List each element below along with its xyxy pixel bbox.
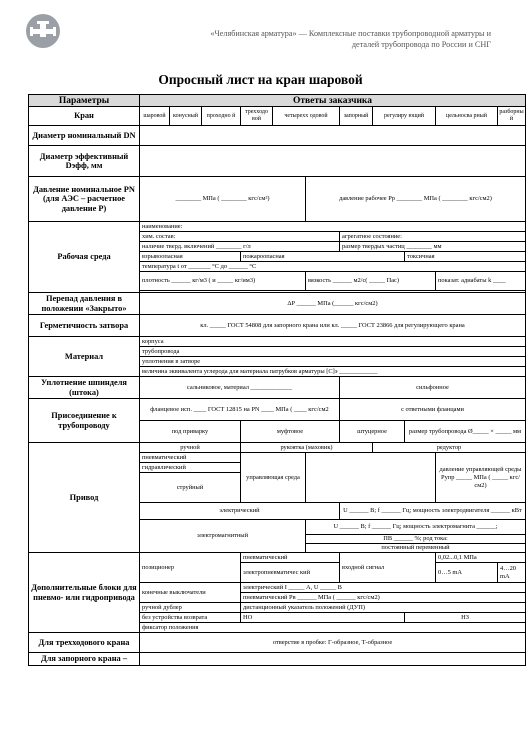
- row-valve-type: [29, 107, 526, 126]
- drive-gear[interactable]: редуктор: [373, 443, 526, 453]
- medium-chem[interactable]: хим. состав:: [140, 232, 340, 242]
- row-shutoff: [29, 653, 526, 666]
- drive-em-params-1[interactable]: U ______ В; f ______ Гц; мощность электромагнита ______;: [306, 520, 526, 535]
- extra-signal-1[interactable]: 0,02...0,1 МПа: [436, 553, 526, 563]
- extra-no-return[interactable]: без устройства возврата: [140, 613, 241, 623]
- connection-counter-flanges[interactable]: с ответными фланцами: [340, 399, 526, 421]
- connection-pin[interactable]: штуцерное: [340, 421, 405, 443]
- drive-blank[interactable]: [306, 453, 436, 503]
- connection-weld[interactable]: под приварку: [140, 421, 241, 443]
- row-drive-manual: [29, 443, 526, 453]
- connection-coupling[interactable]: муфтовое: [241, 421, 340, 443]
- medium-toxic[interactable]: токсичная: [405, 252, 526, 262]
- table-header-row: [29, 95, 526, 107]
- label-medium: Рабочая среда: [29, 222, 140, 293]
- drive-electric[interactable]: электрический: [140, 503, 340, 520]
- medium-adiabatic[interactable]: показат. адиабаты k ____: [436, 272, 526, 291]
- column-header-params: Параметры: [29, 95, 140, 107]
- label-material: Материал: [29, 337, 140, 377]
- label-shutoff: Для запорного крана –: [29, 653, 140, 666]
- medium-particles[interactable]: размер твердых частиц ________ мм: [340, 242, 526, 252]
- medium-density[interactable]: плотность ______ кг/м3 ( и _____ кг/им3): [140, 272, 306, 291]
- label-dn: Диаметр номинальный DN: [29, 126, 140, 146]
- drive-jet[interactable]: струйный: [140, 473, 241, 503]
- valve-icon: [26, 14, 60, 48]
- valve-type-control[interactable]: регулиру ющий: [373, 107, 436, 126]
- row-extra-pneum: [29, 553, 526, 563]
- valve-type-four-way[interactable]: четырехх одовой: [273, 107, 340, 126]
- company-tagline: [161, 28, 491, 50]
- row-tightness: [29, 315, 526, 337]
- row-connection-flange: [29, 399, 526, 421]
- drive-electric-params[interactable]: U ______ В; f ______ Гц; мощность электродвигателя ______ кВт: [340, 503, 526, 520]
- valve-type-shutoff[interactable]: запорный: [340, 107, 373, 126]
- label-tightness: Герметичность затвора: [29, 315, 140, 337]
- row-dp: [29, 293, 526, 315]
- extra-signal-3[interactable]: 4…20 mA: [498, 563, 526, 583]
- drive-manual[interactable]: ручной: [140, 443, 241, 453]
- drive-electromagnetic[interactable]: электромагнитный: [140, 520, 306, 553]
- label-pn: Давление номинальное PN (для АЭС – расчетное давление P): [29, 177, 140, 222]
- row-stem-seal: [29, 377, 526, 399]
- row-material-body: [29, 337, 526, 347]
- answer-dn[interactable]: [140, 126, 526, 146]
- medium-viscosity[interactable]: вязкость ______ м2/с( _____ Пас): [306, 272, 436, 291]
- extra-electropneumatic[interactable]: электропневматичес кий: [241, 563, 340, 583]
- medium-explosive[interactable]: взрывоопасная: [140, 252, 241, 262]
- tagline-line-2: деталей трубопровода по России и СНГ: [351, 40, 491, 49]
- medium-aggregate[interactable]: агрегатное состояние:: [340, 232, 526, 242]
- answer-shutoff[interactable]: [140, 653, 526, 666]
- drive-handle[interactable]: рукоятка (маховик): [241, 443, 373, 453]
- valve-type-welded[interactable]: цельносва рный: [436, 107, 498, 126]
- label-valve: Кран: [29, 107, 140, 126]
- stem-bellows[interactable]: сильфонное: [340, 377, 526, 399]
- answer-dp[interactable]: ΔР ______ МПа (______ кгс/см2): [140, 293, 526, 315]
- drive-control-pressure[interactable]: давление управляющей среды Рупр _____ МПа ( _____ кгс/см2): [436, 453, 526, 503]
- label-drive: Привод: [29, 443, 140, 553]
- extra-positioner[interactable]: позиционер: [140, 553, 241, 583]
- extra-pneumatic[interactable]: пневматический: [241, 553, 340, 563]
- connection-flange[interactable]: фланцевое исп. ____ ГОСТ 12815 на PN ____ МПа ( ____ кгс/см2: [140, 399, 340, 421]
- drive-em-params-3[interactable]: постоянный переменный: [306, 544, 526, 553]
- row-three-way: [29, 633, 526, 653]
- valve-type-straight[interactable]: проходно й: [202, 107, 241, 126]
- answer-tightness[interactable]: кл. _____ ГОСТ 54808 для запорного крана или кл. _____ ГОСТ 23866 для регулирующего крана: [140, 315, 526, 337]
- extra-normally-closed[interactable]: НЗ: [405, 613, 526, 623]
- stem-packing[interactable]: сальниковое, материал _____________: [140, 377, 340, 399]
- medium-solids[interactable]: наличие тверд. включений ________ г/л: [140, 242, 340, 252]
- row-dn: [29, 126, 526, 146]
- drive-em-params-2[interactable]: ПВ ______ %; род тока:: [306, 535, 526, 544]
- drive-control-medium[interactable]: управляющая среда: [241, 453, 306, 503]
- extra-input-signal[interactable]: входной сигнал: [340, 553, 436, 583]
- valve-type-conical[interactable]: конусный: [170, 107, 202, 126]
- extra-normally-open[interactable]: НО: [241, 613, 405, 623]
- valve-type-three-way[interactable]: трехходо вой: [241, 107, 273, 126]
- extra-signal-2[interactable]: 0…5 mA: [436, 563, 498, 583]
- row-pressure: [29, 177, 526, 222]
- page-title: Опросный лист на кран шаровой: [158, 72, 363, 87]
- connection-pipe-size[interactable]: размер трубопровода Ø_____ × _____ мм: [405, 421, 526, 443]
- label-stem-seal: Уплотнение шпинделя (штока): [29, 377, 140, 399]
- label-three-way: Для трехходового крана: [29, 633, 140, 653]
- medium-fire-hazard[interactable]: пожароопасная: [241, 252, 405, 262]
- answer-plug-hole[interactable]: отверстие в пробке: Г-образное, Т-образное: [140, 633, 526, 653]
- drive-pneumatic[interactable]: пневматический: [140, 453, 241, 463]
- material-carbon[interactable]: величина эквивалента углерода для материала патрубков арматуры [С]э ____________: [140, 367, 526, 377]
- row-medium-name: [29, 222, 526, 232]
- material-pipe[interactable]: трубопровода: [140, 347, 526, 357]
- questionnaire-table: [28, 94, 526, 666]
- page-header: [0, 0, 521, 60]
- extra-position-indicator[interactable]: дистанционный указатель положений (ДУП): [241, 603, 526, 613]
- label-connection: Присоединение к трубопроводу: [29, 399, 140, 443]
- label-deff: Диаметр эффективный Dэфф, мм: [29, 146, 140, 177]
- label-extra-blocks: Дополнительные блоки для пневмо- или гидропривода: [29, 553, 140, 633]
- row-deff: [29, 146, 526, 177]
- extra-limit-switches[interactable]: конечные выключатели: [140, 583, 241, 603]
- extra-limit-electric[interactable]: электрический I _____ А, U _____ В: [241, 583, 526, 593]
- answer-working-pressure[interactable]: давление рабочее Рр ________ МПа ( ________ кгс/см2): [306, 177, 526, 222]
- extra-limit-pneumatic[interactable]: пневматический Рв ______ МПа ( ______ кгс/см2): [241, 593, 526, 603]
- valve-type-demountable[interactable]: разборны й: [498, 107, 526, 126]
- column-header-answers: Ответы заказчика: [140, 95, 526, 107]
- tagline-line-1: «Челябинская арматура» — Комплексные поставки трубопроводной арматуры и: [210, 29, 491, 38]
- medium-name[interactable]: наименование:: [140, 222, 526, 232]
- material-seal[interactable]: уплотнения в затворе: [140, 357, 526, 367]
- material-body[interactable]: корпуса: [140, 337, 526, 347]
- drive-hydraulic[interactable]: гидравлический: [140, 463, 241, 473]
- valve-type-ball[interactable]: шаровой: [140, 107, 170, 126]
- medium-temperature[interactable]: температура t от _______ °С до ______ °С: [140, 262, 526, 272]
- extra-position-lock[interactable]: фиксатор положения: [140, 623, 526, 633]
- extra-manual-backup[interactable]: ручной дублер: [140, 603, 241, 613]
- answer-deff[interactable]: [140, 146, 526, 177]
- answer-pn[interactable]: ________ МПа ( ________ кгс/см²): [140, 177, 306, 222]
- label-dp: Перепад давления в положении «Закрыто»: [29, 293, 140, 315]
